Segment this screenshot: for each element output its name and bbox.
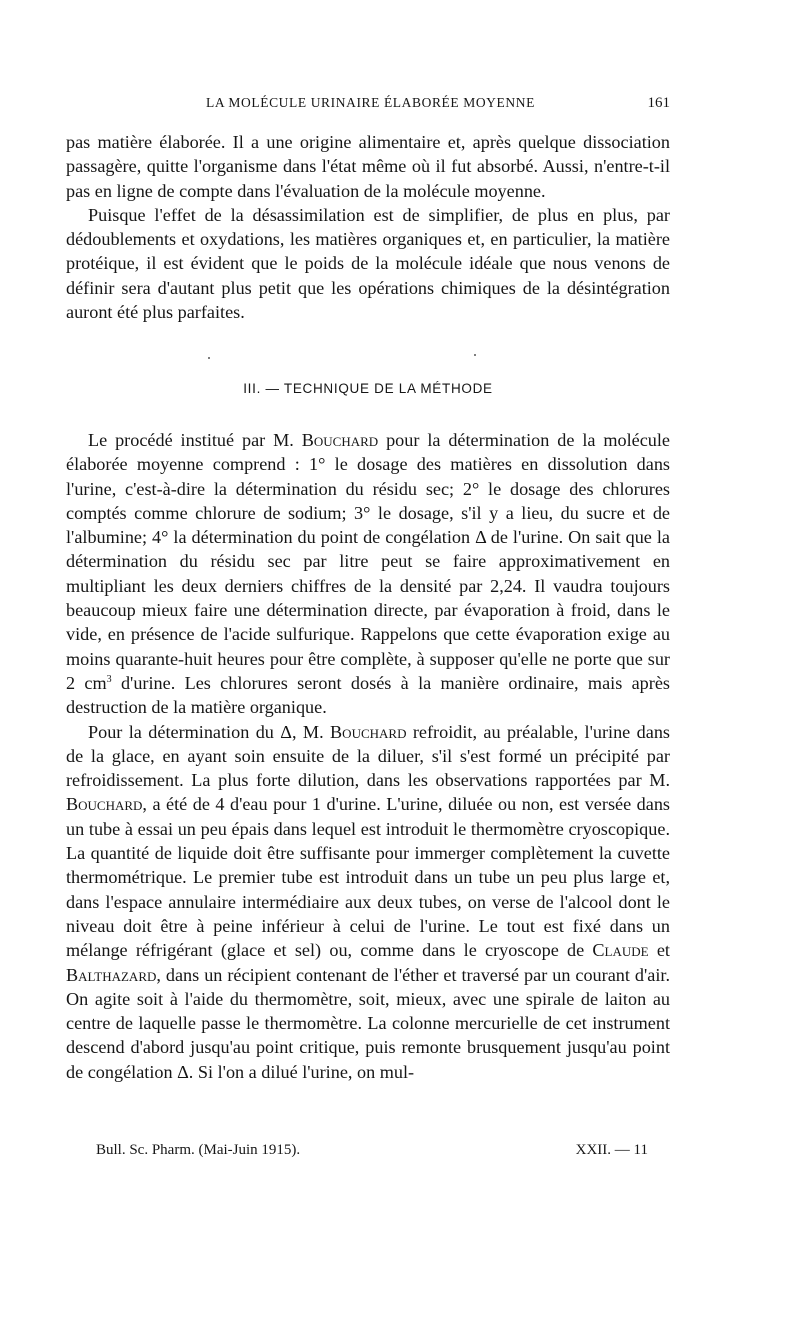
author-name: Bouchard xyxy=(301,430,379,450)
author-name: Claude xyxy=(592,940,649,961)
print-speck xyxy=(208,357,210,359)
page-number: 161 xyxy=(647,95,670,111)
print-speck xyxy=(474,354,476,356)
page-footer xyxy=(66,1142,670,1162)
text-block-main xyxy=(66,428,670,1084)
journal-citation: Bull. Sc. Pharm. (Mai-Juin 1915). xyxy=(96,1142,301,1158)
paragraph-2: Puisque l'effet de la désassimilation est de simplifier, de plus en plus, par dédoublements et oxydations, les matières organiques et, en particulier, la matière protéique, il est évident que le poids de la molécule idéale que nous venons de définir sera d'autant plus petit que les opérations chimiques de la désintégration auront été plus parfaites. xyxy=(66,204,670,323)
paragraph-3: Le procédé institué par M. Bouchard pour la détermination de la molécule élaborée moyenne comprend : 1° le dosage des matières en dissolution dans l'urine, c'est-à-dire la détermination du résidu sec; 2° le dosage des chlorures comptés comme chlorure de sodium; 3° le dosage, s'il y a lieu, du sucre et de l'albumine; 4° la détermination du point de congélation Δ de l'urine. On sait que la détermination du résidu sec par litre peut se faire approximativement en multipliant les deux derniers chiffres de la densité par 2,24. Il vaudra toujours beaucoup mieux faire une détermination directe, par évaporation à froid, dans le vide, en présence de l'acide sulfurique. Rappelons que cette évaporation exige au moins quarante-huit heures pour être complète, à supposer qu'elle ne porte que sur 2 $cm^3$ d'urine. Les chlorures seront dosés à la manière ordinaire, mais après destruction de la matière organique. xyxy=(66,430,671,718)
running-title: LA MOLÉCULE URINAIRE ÉLABORÉE MOYENNE xyxy=(206,95,535,110)
section-heading: III. — TECHNIQUE DE LA MÉTHODE xyxy=(243,381,493,396)
author-name: Bouchard xyxy=(66,794,143,815)
author-name: Balthazard xyxy=(66,964,157,985)
paragraph-1: pas matière élaborée. Il a une origine alimentaire et, après quelque dissociation passagère, quitte l'organisme dans l'état même où il fut absorbé. Aussi, n'entre-t-il pas en ligne de compte dans l'évaluation de la molécule moyenne. xyxy=(66,132,670,201)
paragraph-4: Pour la détermination du Δ, M. Bouchard refroidit, au préalable, l'urine dans de la glace, en ayant soin ensuite de la diluer, s'il s'est formé un précipité par refroidissement. La plus forte dilution, dans les observations rapportées par M. Bouchard, a été de 4 d'eau pour 1 d'urine. L'urine, diluée ou non, est versée dans un tube à essai un peu épais dans lequel est introduit le thermomètre cryoscopique. La quantité de liquide doit être suffisante pour immerger complètement la cuvette thermométrique. Le premier tube est introduit dans un tube un peu plus large et, dans l'espace annulaire intermédiaire aux deux tubes, on verse de l'alcool dont le niveau doit être à peine inférieur à celui de l'urine. Le tout est fixé dans un mélange réfrigérant (glace et sel) ou, comme dans le cryoscope de Claude et Balthazard, dans un récipient contenant de l'éther et traversé par un courant d'air. On agite soit à l'aide du thermomètre, soit, mieux, avec une spirale de laiton au centre de laquelle passe le thermomètre. La colonne mercurielle de cet instrument descend d'abord jusqu'au point critique, puis remonte brusquement jusqu'au point de congélation Δ. Si l'on a dilué l'urine, on mul- xyxy=(66,721,670,1082)
running-head xyxy=(66,95,670,115)
author-name: Bouchard xyxy=(330,721,407,742)
text-block-top xyxy=(66,130,670,324)
signature-mark: XXII. — 11 xyxy=(575,1142,648,1158)
